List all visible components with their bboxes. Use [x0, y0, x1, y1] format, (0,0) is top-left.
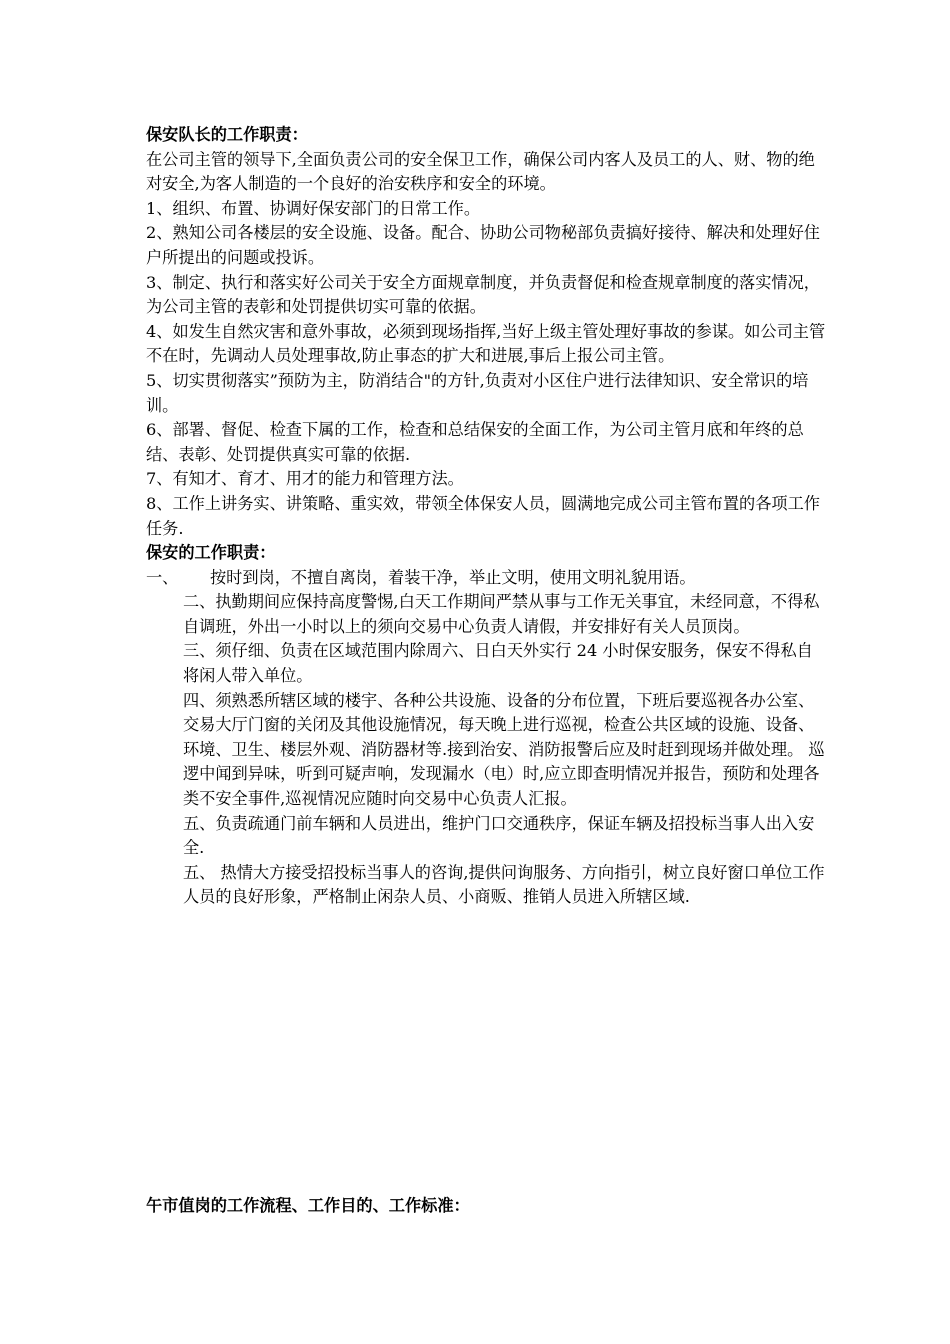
captain-duty-6: 6、部署、督促、检查下属的工作，检查和总结保安的全面工作，为公司主管月底和年终的总结、表彰、处罚提供真实可靠的依据. — [146, 420, 804, 464]
section-heading-captain: 保安队长的工作职责： — [146, 125, 308, 144]
captain-duty-4: 4、如发生自然灾害和意外事故，必须到现场指挥,当好上级主管处理好事故的参谋。如公司主管不在时，先调动人员处理事故,防止事态的扩大和进展,事后上报公司主管。 — [146, 321, 826, 366]
guard-duty-1-text: 按时到岗，不擅自离岗，着装干净，举止文明，使用文明礼貌用语。 — [210, 567, 696, 587]
guard-duty-1 — [146, 566, 826, 591]
guard-duty-1-number: 一、 — [146, 567, 179, 587]
guard-duty-2: 二、执勤期间应保持高度警惕,白天工作期间严禁从事与工作无关事宜，未经同意，不得私自调班，外出一小时以上的须向交易中心负责人请假，并安排好有关人员顶岗。 — [183, 592, 820, 636]
document-body — [146, 123, 826, 910]
captain-duty-7: 7、有知才、育才、用才的能力和管理方法。 — [146, 469, 464, 489]
section-heading-noon-shift: 午市值岗的工作流程、工作目的、工作标准： — [146, 1196, 470, 1215]
guard-duty-5: 五、负责疏通门前车辆和人员进出，维护门口交通秩序，保证车辆及招投标当事人出入安全. — [183, 813, 815, 858]
captain-intro: 在公司主管的领导下,全面负责公司的安全保卫工作，确保公司内客人及员工的人、财、物的绝对安全,为客人制造的一个良好的治安秩序和安全的环境。 — [146, 149, 815, 194]
captain-duty-8: 8、工作上讲务实、讲策略、重实效，带领全体保安人员，圆满地完成公司主管布置的各项工作任务. — [146, 493, 820, 538]
captain-duty-3: 3、制定、执行和落实好公司关于安全方面规章制度，并负责督促和检查规章制度的落实情况，为公司主管的表彰和处罚提供切实可靠的依据。 — [146, 272, 820, 317]
captain-duty-2: 2、熟知公司各楼层的安全设施、设备。配合、协助公司物秘部负责搞好接待、解决和处理好住户所提出的问题或投诉。 — [146, 223, 820, 267]
guard-duty-4: 四、须熟悉所辖区域的楼宇、各种公共设施、设备的分布位置，下班后要巡视各办公室、交易大厅门窗的关闭及其他设施情况，每天晚上进行巡视，检查公共区域的设施、设备、环境、卫生、楼层外观、消防器材等.接到治安、消防报警后应及时赶到现场并做处理。 巡逻中闻到异味，听到可疑声响，发现漏水（电）时,应立即查明情况并报告，预防和处理各类不安全事件,巡视情况应随时向交易中心负责人汇报。 — [183, 690, 825, 809]
guard-duty-3: 三、须仔细、负责在区域范围内除周六、日白天外实行 24 小时保安服务，保安不得私自将闲人带入单位。 — [183, 641, 813, 686]
guard-duty-6: 五、 热情大方接受招投标当事人的咨询,提供问询服务、方向指引，树立良好窗口单位工作人员的良好形象，严格制止闲杂人员、小商贩、推销人员进入所辖区域. — [183, 862, 825, 907]
section-heading-guard: 保安的工作职责： — [146, 543, 276, 563]
captain-duty-1: 1、组织、布置、协调好保安部门的日常工作。 — [146, 198, 481, 218]
captain-duty-5: 5、切实贯彻落实”预防为主，防消结合"的方针,负责对小区住户进行法律知识、安全常识的培训。 — [146, 370, 809, 415]
